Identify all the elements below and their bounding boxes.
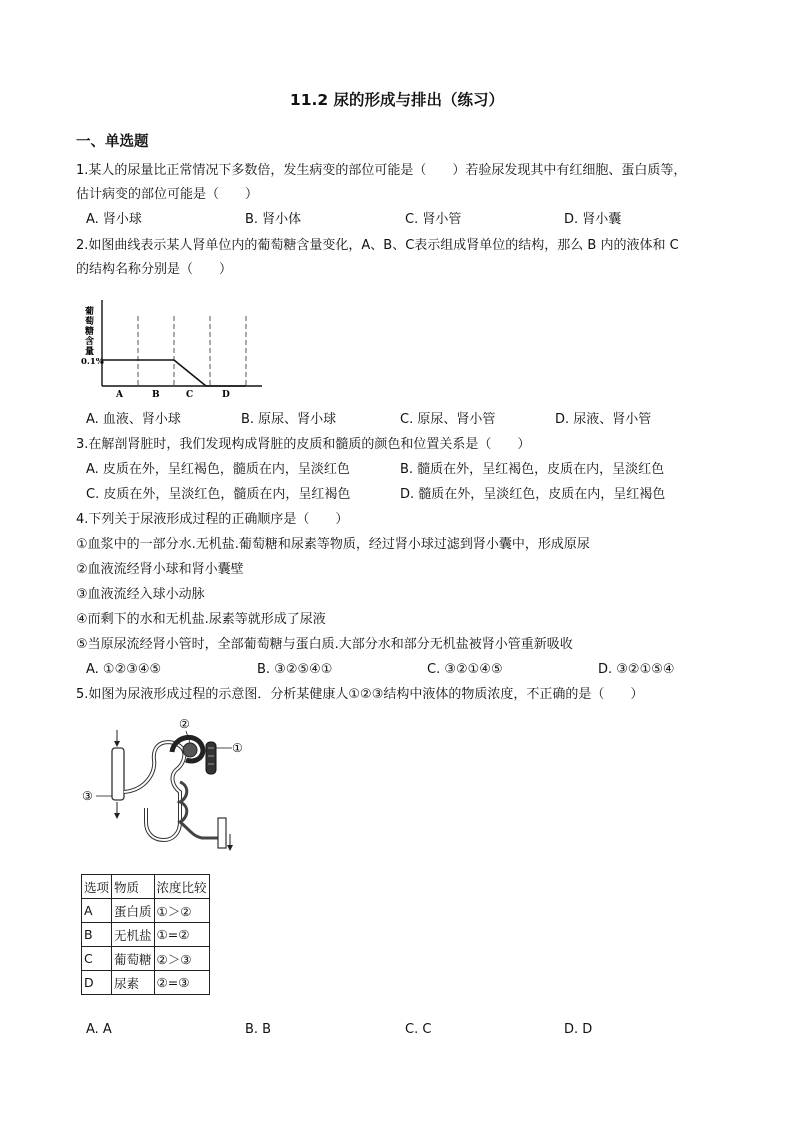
q5-option-c: C. C bbox=[405, 1022, 432, 1037]
table-header-row bbox=[82, 875, 210, 899]
table-cell: C bbox=[82, 947, 112, 971]
diagram-label-1: ① bbox=[232, 741, 243, 755]
q4-step-1: ①血浆中的一部分水.无机盐.葡萄糖和尿素等物质，经过肾小球过滤到肾小囊中，形成原尿 bbox=[76, 537, 590, 552]
q1-option-a: A. 肾小球 bbox=[86, 212, 142, 227]
table-row bbox=[82, 923, 210, 947]
q5-option-d: D. D bbox=[564, 1022, 593, 1037]
q3-option-c: C. 皮质在外，呈淡红色，髓质在内，呈红褐色 bbox=[86, 487, 351, 502]
table-header-cell: 浓度比较 bbox=[154, 875, 209, 899]
table-cell: A bbox=[82, 899, 112, 923]
q5-option-a: A. A bbox=[86, 1022, 112, 1037]
table-cell: 尿素 bbox=[112, 971, 155, 995]
table-cell: B bbox=[82, 923, 112, 947]
q4-option-b: B. ③②⑤④① bbox=[257, 662, 333, 677]
q4-step-4: ④而剩下的水和无机盐.尿素等就形成了尿液 bbox=[76, 612, 326, 627]
q2-option-d: D. 尿液、肾小管 bbox=[555, 412, 652, 427]
capillary-network bbox=[180, 782, 222, 838]
table-cell: ①=② bbox=[154, 923, 209, 947]
q1-option-b: B. 肾小体 bbox=[245, 212, 302, 227]
chart-cat-a: A bbox=[116, 390, 123, 400]
q3-option-b: B. 髓质在外，呈红褐色，皮质在内，呈淡红色 bbox=[400, 462, 665, 477]
q4-step-5: ⑤当原尿流经肾小管时，全部葡萄糖与蛋白质.大部分水和部分无机盐被肾小管重新吸收 bbox=[76, 637, 573, 652]
q4-option-d: D. ③②①⑤④ bbox=[598, 662, 675, 677]
question-3-line-1: 3.在解剖肾脏时，我们发现构成肾脏的皮质和髓质的颜色和位置关系是（ ） bbox=[76, 437, 531, 452]
q2-option-c: C. 原尿、肾小管 bbox=[400, 412, 496, 427]
renal-vein bbox=[218, 818, 226, 848]
chart-ytick: 0.1% bbox=[81, 357, 104, 367]
chart-cat-c: C bbox=[186, 390, 194, 400]
table-cell: 蛋白质 bbox=[112, 899, 155, 923]
table-cell: 无机盐 bbox=[112, 923, 155, 947]
table-cell: ②＞③ bbox=[154, 947, 209, 971]
nephron-diagram bbox=[76, 712, 251, 862]
q5-option-b: B. B bbox=[245, 1022, 272, 1037]
chart-ylabel: 葡萄糖含量 bbox=[83, 306, 93, 356]
q4-step-2: ②血液流经肾小球和肾小囊壁 bbox=[76, 562, 244, 577]
table-cell: D bbox=[82, 971, 112, 995]
table-row bbox=[82, 947, 210, 971]
table-header-cell: 物质 bbox=[112, 875, 155, 899]
q1-option-c: C. 肾小管 bbox=[405, 212, 462, 227]
q4-option-a: A. ①②③④⑤ bbox=[86, 662, 162, 677]
table-cell: ①＞② bbox=[154, 899, 209, 923]
q4-option-c: C. ③②①④⑤ bbox=[427, 662, 503, 677]
section-heading: 一、单选题 bbox=[76, 134, 149, 150]
q4-step-3: ③血液流经入球小动脉 bbox=[76, 587, 205, 602]
q2-option-a: A. 血液、肾小球 bbox=[86, 412, 181, 427]
question-4-line-1: 4.下列关于尿液形成过程的正确顺序是（ ） bbox=[76, 512, 349, 527]
chart-cat-d: D bbox=[222, 390, 230, 400]
table-cell: ②=③ bbox=[154, 971, 209, 995]
chart-cat-b: B bbox=[152, 390, 160, 400]
diagram-label-2: ② bbox=[179, 717, 190, 731]
table-row bbox=[82, 899, 210, 923]
blood-vessel bbox=[206, 742, 216, 774]
glomerulus bbox=[183, 743, 197, 757]
question-2-line-2: 的结构名称分别是（ ） bbox=[76, 262, 233, 277]
page-title: 11.2 尿的形成与排出（练习） bbox=[289, 91, 505, 109]
glucose-chart bbox=[80, 292, 270, 404]
question-1-line-2: 估计病变的部位可能是（ ） bbox=[76, 187, 259, 202]
question-5-line-1: 5.如图为尿液形成过程的示意图．分析某健康人①②③结构中液体的物质浓度，不正确的是（ ） bbox=[76, 687, 644, 702]
table-cell: 葡萄糖 bbox=[112, 947, 155, 971]
comparison-table bbox=[81, 874, 210, 995]
q1-option-d: D. 肾小囊 bbox=[564, 212, 622, 227]
table-header-cell: 选项 bbox=[82, 875, 112, 899]
q3-option-a: A. 皮质在外，呈红褐色，髓质在内，呈淡红色 bbox=[86, 462, 350, 477]
q2-option-b: B. 原尿、肾小球 bbox=[241, 412, 337, 427]
collecting-duct bbox=[112, 748, 124, 800]
diagram-label-3: ③ bbox=[82, 789, 93, 803]
question-1-line-1: 1.某人的尿量比正常情况下多数倍，发生病变的部位可能是（ ）若验尿发现其中有红细胞、蛋白质等， bbox=[76, 163, 687, 178]
table-row bbox=[82, 971, 210, 995]
q3-option-d: D. 髓质在外，呈淡红色，皮质在内，呈红褐色 bbox=[400, 487, 666, 502]
question-2-line-1: 2.如图曲线表示某人肾单位内的葡萄糖含量变化，A、B、C表示组成肾单位的结构，那么 B 内的液体和 C bbox=[76, 238, 679, 253]
